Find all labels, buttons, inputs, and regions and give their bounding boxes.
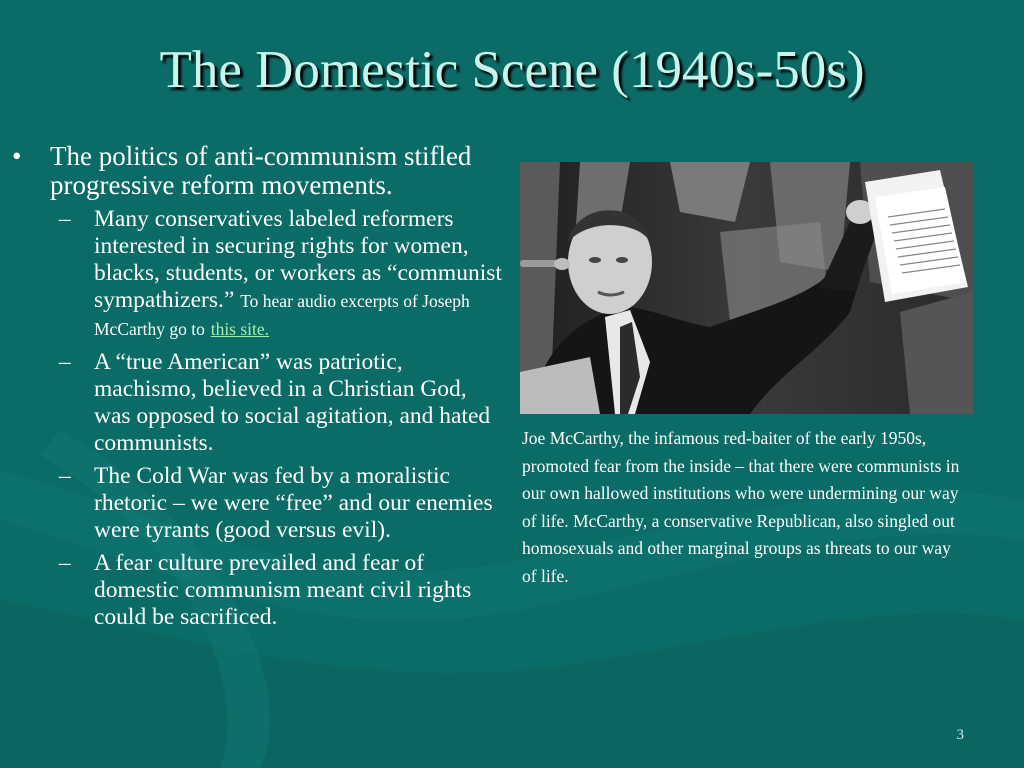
photo-illustration bbox=[520, 162, 973, 414]
photo-caption: Joe McCarthy, the infamous red-baiter of the early 1950s, promoted fear from the inside – that there were communists in our own hallowed institutions who were undermining our way of life. McCarthy, a conservative Republican, also singled out homosexuals and other marginal groups as threats to our way of life. bbox=[522, 428, 960, 586]
slide-number: 3 bbox=[956, 727, 964, 743]
mccarthy-photo bbox=[520, 162, 973, 414]
sub-bullet-marker: – bbox=[59, 550, 71, 576]
bullet-list bbox=[8, 142, 502, 631]
bullet-text: The politics of anti-communism stifled progressive reform movements. bbox=[50, 141, 472, 200]
sub-bullet-marker: – bbox=[59, 349, 71, 375]
bullet-item bbox=[8, 142, 502, 200]
sub-bullet-marker: – bbox=[59, 463, 71, 489]
sub-bullet-content bbox=[94, 206, 502, 343]
sub-bullet-marker: – bbox=[59, 206, 71, 232]
sub-bullet-item bbox=[8, 550, 502, 631]
sub-bullet-item bbox=[8, 463, 502, 544]
audio-link[interactable]: this site. bbox=[210, 319, 270, 339]
bullet-marker: • bbox=[12, 141, 22, 171]
sub-bullet-text: A fear culture prevailed and fear of domestic communism meant civil rights could be sacrificed. bbox=[94, 550, 472, 630]
slide-title: The Domestic Scene (1940s-50s) bbox=[159, 41, 865, 99]
audio-note: To hear audio excerpts of Joseph McCarthy go to bbox=[94, 291, 470, 339]
sub-bullet-text: A “true American” was patriotic, machismo, believed in a Christian God, was opposed to social agitation, and hated communists. bbox=[94, 349, 491, 456]
sub-bullet-text: The Cold War was fed by a moralistic rhetoric – we were “free” and our enemies were tyrants (good versus evil). bbox=[94, 463, 493, 543]
sub-bullet-text: Many conservatives labeled reformers interested in securing rights for women, blacks, students, or workers as “communist sympathizers.” bbox=[94, 206, 502, 313]
sub-bullet-item bbox=[8, 349, 502, 457]
sub-bullet-item bbox=[8, 206, 502, 343]
